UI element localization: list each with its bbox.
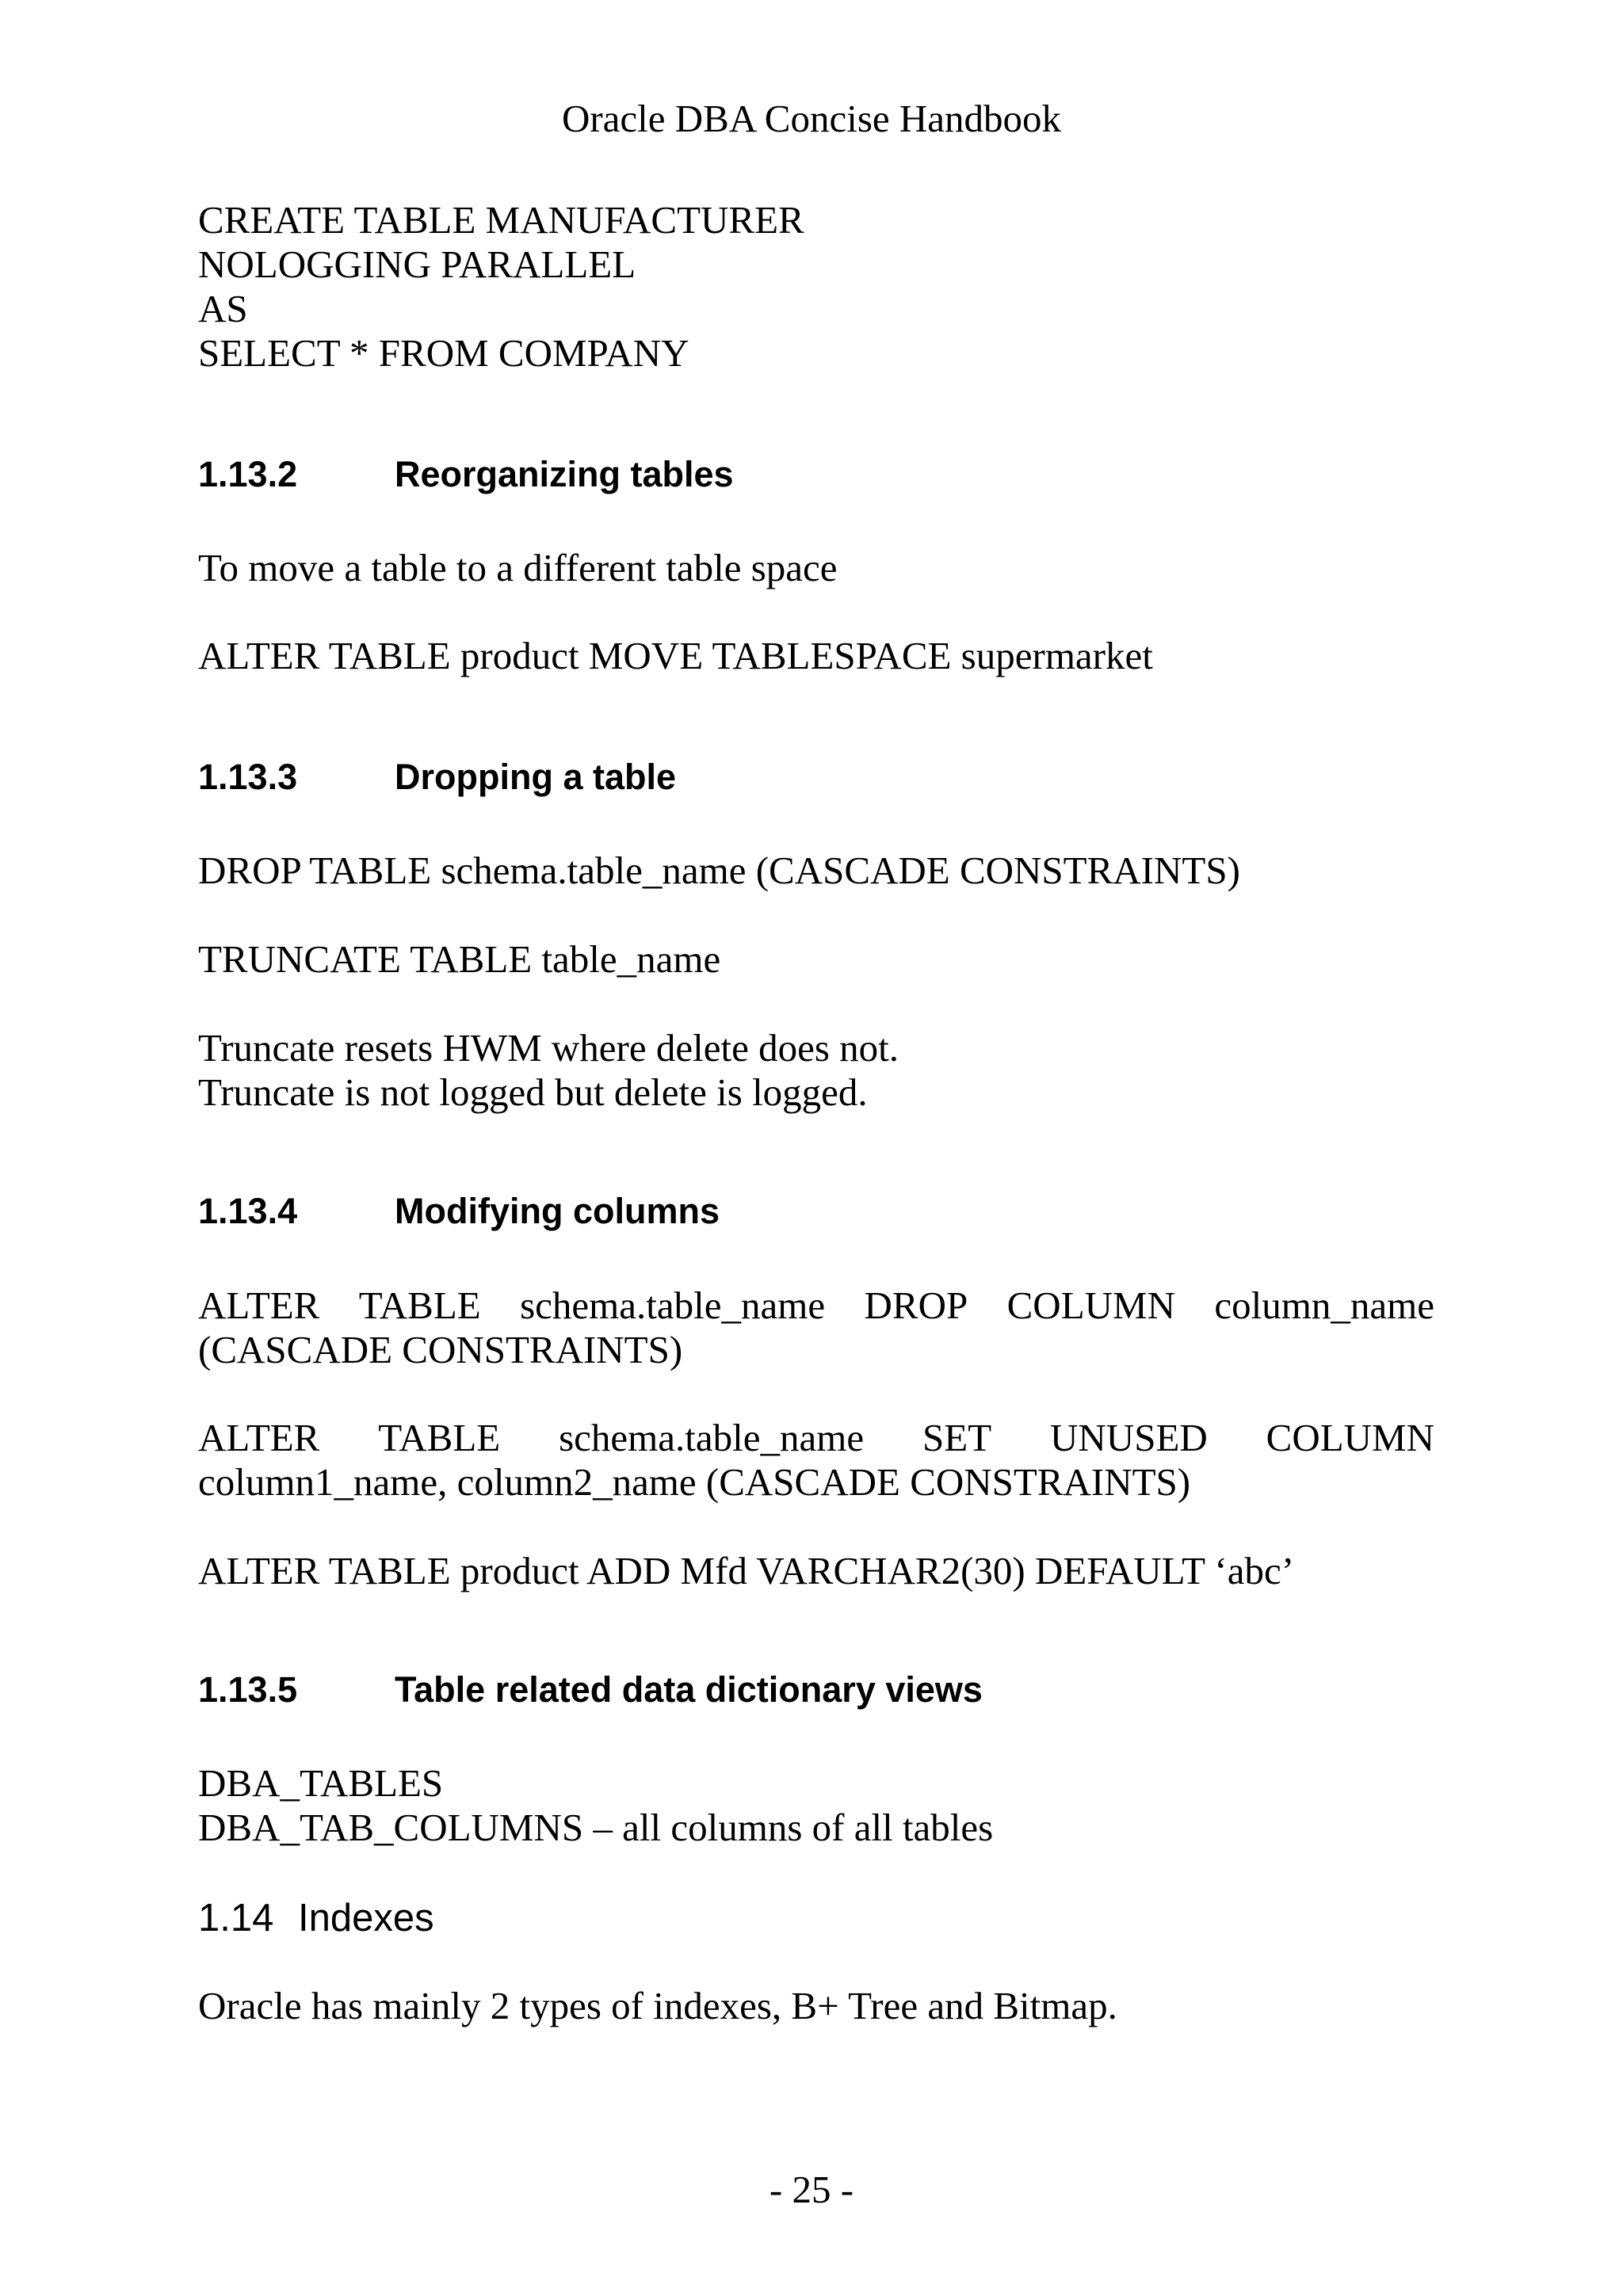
word: TABLE — [358, 1283, 481, 1327]
page-number: - 25 - — [769, 2168, 854, 2211]
justified-line — [198, 1283, 1434, 1328]
word: ALTER — [198, 1416, 320, 1459]
text-line: (CASCADE CONSTRAINTS) — [198, 1328, 683, 1371]
word: COLUMN — [1266, 1416, 1434, 1459]
section-title: Dropping a table — [395, 757, 677, 797]
word: UNUSED — [1050, 1416, 1208, 1459]
code-statement: ALTER TABLE product ADD Mfd VARCHAR2(30) DEFAULT ‘abc’ — [198, 1549, 1295, 1592]
section-number: 1.14 — [198, 1897, 274, 1939]
paragraph: Oracle has mainly 2 types of indexes, B+ Tree and Bitmap. — [198, 1984, 1117, 2027]
code-statement-justified — [198, 1283, 1434, 1372]
section-title: Reorganizing tables — [395, 454, 734, 494]
section-number: 1.13.3 — [198, 757, 298, 797]
code-statement: DROP TABLE schema.table_name (CASCADE CONSTRAINTS) — [198, 849, 1240, 892]
justified-line — [198, 1416, 1434, 1460]
section-heading-1-13-5 — [198, 1669, 983, 1711]
running-header: Oracle DBA Concise Handbook — [561, 97, 1062, 140]
word: TABLE — [378, 1416, 501, 1459]
word: schema.table_name — [559, 1416, 865, 1459]
code-block-create-table — [198, 198, 1434, 376]
view-name: DBA_TABLES — [198, 1761, 444, 1805]
code-line: SELECT * FROM COMPANY — [198, 331, 689, 375]
code-line: AS — [198, 287, 248, 330]
section-number: 1.13.5 — [198, 1669, 298, 1710]
section-heading-1-13-3 — [198, 757, 676, 798]
text-line: Truncate is not logged but delete is logged. — [198, 1070, 868, 1114]
section-number: 1.13.4 — [198, 1191, 298, 1231]
code-line: NOLOGGING PARALLEL — [198, 242, 636, 286]
section-number: 1.13.2 — [198, 454, 298, 494]
section-heading-1-14 — [198, 1896, 434, 1940]
text-line: Truncate resets HWM where delete does not. — [198, 1026, 899, 1070]
code-statement-justified — [198, 1416, 1434, 1505]
section-title: Modifying columns — [395, 1191, 720, 1231]
word: schema.table_name — [520, 1283, 826, 1327]
section-heading-1-13-2 — [198, 454, 734, 495]
code-statement: TRUNCATE TABLE table_name — [198, 937, 721, 981]
section-title: Table related data dictionary views — [395, 1669, 983, 1710]
section-title: Indexes — [298, 1897, 434, 1939]
text-line: column1_name, column2_name (CASCADE CONSTRAINTS) — [198, 1460, 1191, 1504]
code-statement: ALTER TABLE product MOVE TABLESPACE supermarket — [198, 634, 1153, 677]
code-line: CREATE TABLE MANUFACTURER — [198, 198, 804, 242]
word: column_name — [1214, 1283, 1434, 1327]
view-name: DBA_TAB_COLUMNS – all columns of all tables — [198, 1806, 994, 1849]
word: COLUMN — [1006, 1283, 1175, 1327]
word: ALTER — [198, 1283, 320, 1327]
section-heading-1-13-4 — [198, 1191, 720, 1232]
views-list — [198, 1761, 1434, 1850]
word: DROP — [864, 1283, 968, 1327]
word: SET — [922, 1416, 992, 1459]
paragraph: To move a table to a different table space — [198, 546, 838, 589]
paragraph — [198, 1026, 1434, 1115]
